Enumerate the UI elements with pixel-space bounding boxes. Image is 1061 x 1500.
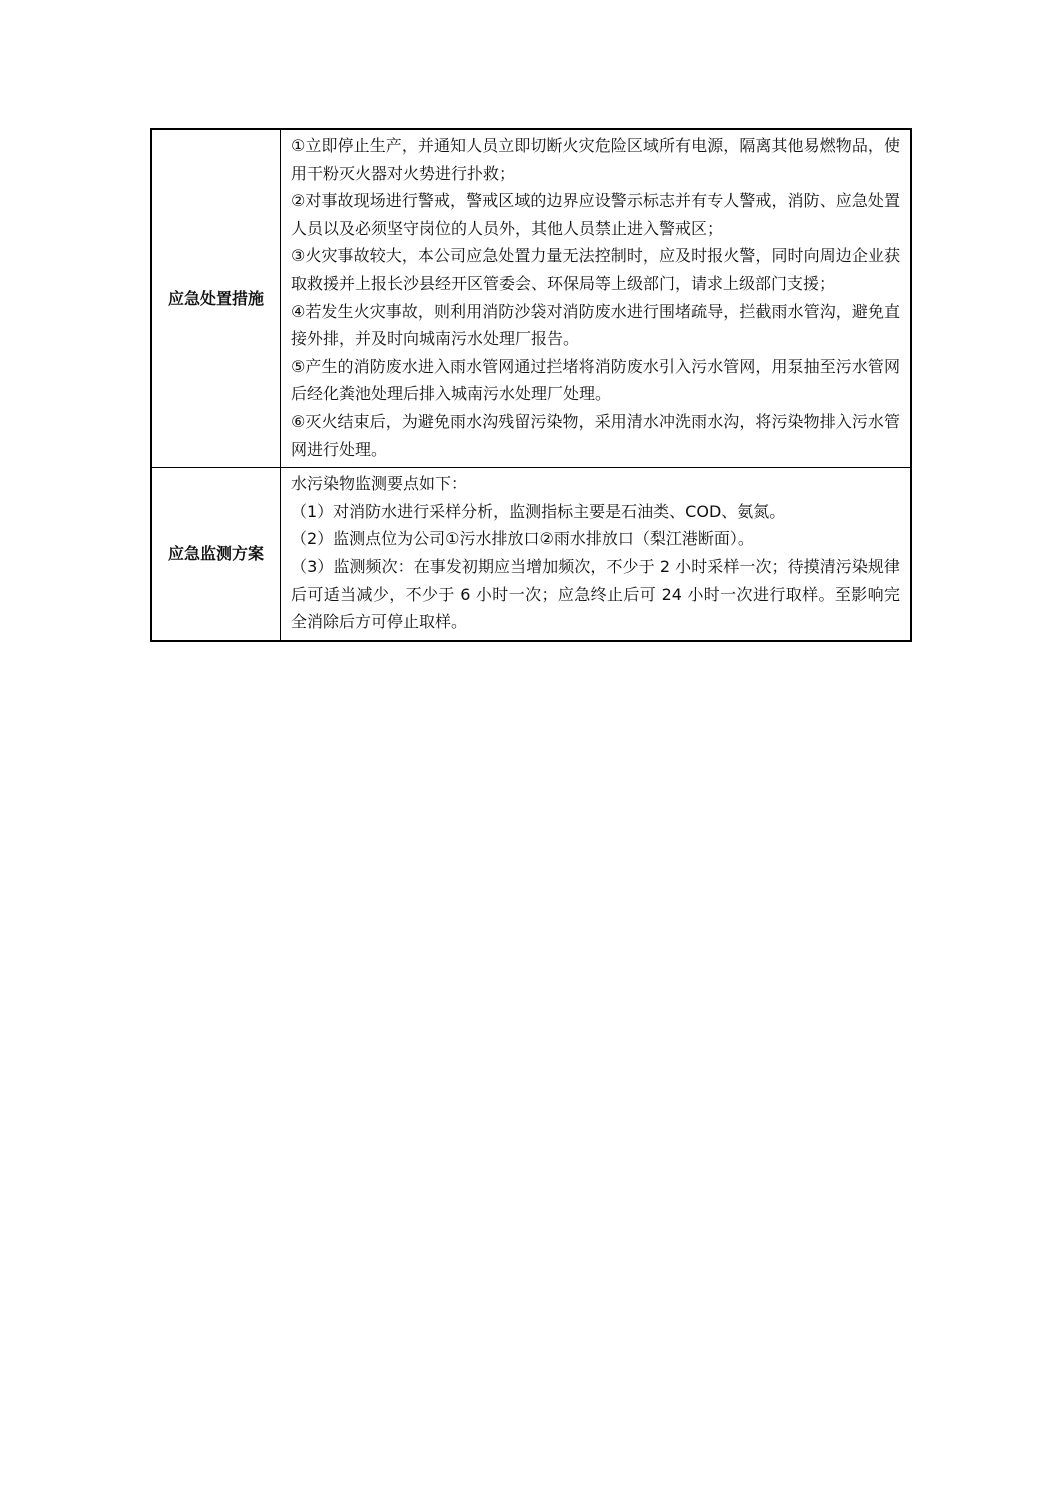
measure-item-5: ⑤产生的消防废水进入雨水管网通过拦堵将消防废水引入污水管网，用泵抽至污水管网后经化粪池处理后排入城南污水处理厂处理。: [291, 356, 900, 404]
monitoring-item-1: （1）对消防水进行采样分析，监测指标主要是石油类、COD、氨氮。: [291, 501, 786, 521]
measure-item-4: ④若发生火灾事故，则利用消防沙袋对消防废水进行围堵疏导，拦截雨水管沟，避免直接外排，并及时向城南污水处理厂报告。: [291, 301, 900, 349]
emergency-plan-table: [150, 128, 912, 642]
measure-item-1: ①立即停止生产，并通知人员立即切断火灾危险区域所有电源，隔离其他易燃物品，使用干粉灭火器对火势进行扑救；: [291, 136, 900, 183]
row-content-emergency-monitoring: [281, 468, 912, 641]
monitoring-item-2: （2）监测点位为公司①污水排放口②雨水排放口（梨江港断面）。: [291, 529, 754, 549]
row-label-emergency-monitoring: 应急监测方案: [151, 468, 281, 641]
measure-item-6: ⑥灭火结束后，为避免雨水沟残留污染物，采用清水冲洗雨水沟，将污染物排入污水管网进行处理。: [291, 411, 900, 459]
measure-item-3: ③火灾事故较大，本公司应急处置力量无法控制时，应及时报火警，同时向周边企业获取救援并上报长沙县经开区管委会、环保局等上级部门，请求上级部门支援；: [291, 246, 900, 293]
measure-item-2: ②对事故现场进行警戒，警戒区域的边界应设警示标志并有专人警戒，消防、应急处置人员以及必须坚守岗位的人员外，其他人员禁止进入警戒区；: [291, 191, 900, 238]
monitoring-intro: 水污染物监测要点如下：: [291, 474, 468, 494]
table-row-emergency-measures: [151, 129, 911, 468]
row-content-emergency-measures: [281, 129, 912, 468]
monitoring-item-3: （3）监测频次：在事发初期应当增加频次，不少于 2 小时采样一次；待摸清污染规律后可适当减少，不少于 6 小时一次；应急终止后可 24 小时一次进行取样。至影响完全消除后方可停止取样。: [291, 556, 900, 632]
table-row-emergency-monitoring: [151, 468, 911, 641]
row-label-emergency-measures: 应急处置措施: [151, 129, 281, 468]
